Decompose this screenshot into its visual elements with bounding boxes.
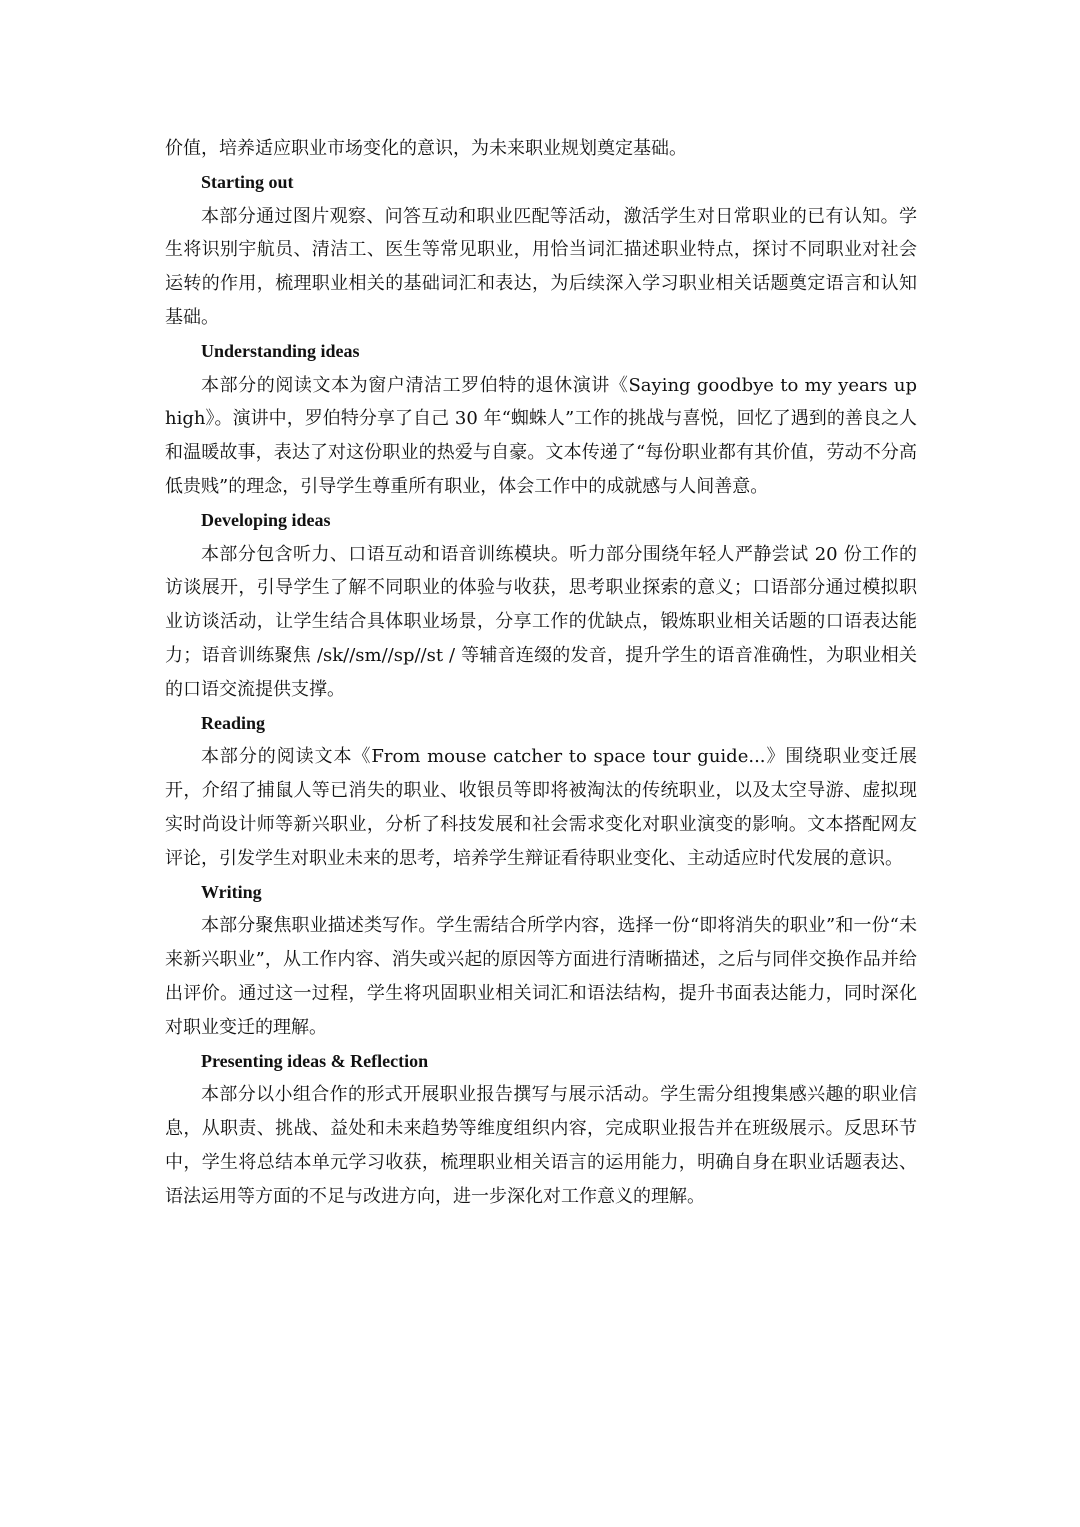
document-page <box>165 132 917 1214</box>
section-body: 本部分的阅读文本《From mouse catcher to space tour guide...》围绕职业变迁展开，介绍了捕鼠人等已消失的职业、收银员等即将被淘汰的传统职业，以及太空导游、虚拟现实时尚设计师等新兴职业，分析了科技发展和社会需求变化对职业演变的影响。文本搭配网友评论，引发学生对职业未来的思考，培养学生辩证看待职业变化、主动适应时代发展的意识。 <box>165 746 917 869</box>
intro-paragraph-tail: 价值，培养适应职业市场变化的意识，为未来职业规划奠定基础。 <box>165 138 687 159</box>
section-understanding-ideas <box>165 335 917 504</box>
section-body: 本部分包含听力、口语互动和语音训练模块。听力部分围绕年轻人严静尝试 20 份工作的访谈展开，引导学生了解不同职业的体验与收获，思考职业探索的意义；口语部分通过模拟职业访谈活动，让学生结合具体职业场景，分享工作的优缺点，锻炼职业相关话题的口语表达能力；语音训练聚焦 /sk//sm//sp//st / 等辅音连缀的发音，提升学生的语音准确性，为职业相关的口语交流提供支撑。 <box>165 543 917 700</box>
section-developing-ideas <box>165 504 917 707</box>
section-writing <box>165 876 917 1045</box>
section-heading: Writing <box>201 881 262 902</box>
section-body: 本部分聚焦职业描述类写作。学生需结合所学内容，选择一份“即将消失的职业”和一份“未来新兴职业”，从工作内容、消失或兴起的原因等方面进行清晰描述，之后与同伴交换作品并给出评价。通过这一过程，学生将巩固职业相关词汇和语法结构，提升书面表达能力，同时深化对职业变迁的理解。 <box>165 915 917 1038</box>
section-starting-out <box>165 166 917 335</box>
section-body: 本部分通过图片观察、问答互动和职业匹配等活动，激活学生对日常职业的已有认知。学生将识别宇航员、清洁工、医生等常见职业，用恰当词汇描述职业特点，探讨不同职业对社会运转的作用，梳理职业相关的基础词汇和表达，为后续深入学习职业相关话题奠定语言和认知基础。 <box>165 205 917 328</box>
section-reading <box>165 707 917 876</box>
section-heading: Reading <box>201 712 266 733</box>
section-body: 本部分的阅读文本为窗户清洁工罗伯特的退休演讲《Saying goodbye to my years up high》。演讲中，罗伯特分享了自己 30 年“蜘蛛人”工作的挑战与喜悦，回忆了遇到的善良之人和温暖故事，表达了对这份职业的热爱与自豪。文本传递了“每份职业都有其价值，劳动不分高低贵贱”的理念，引导学生尊重所有职业，体会工作中的成就感与人间善意。 <box>165 374 917 497</box>
section-heading: Starting out <box>201 171 294 192</box>
section-heading: Developing ideas <box>201 509 331 530</box>
section-heading: Presenting ideas & Reflection <box>201 1050 429 1071</box>
section-body: 本部分以小组合作的形式开展职业报告撰写与展示活动。学生需分组搜集感兴趣的职业信息，从职责、挑战、益处和未来趋势等维度组织内容，完成职业报告并在班级展示。反思环节中，学生将总结本单元学习收获，梳理职业相关语言的运用能力，明确自身在职业话题表达、语法运用等方面的不足与改进方向，进一步深化对工作意义的理解。 <box>165 1084 917 1207</box>
section-heading: Understanding ideas <box>201 340 360 361</box>
section-presenting-ideas-reflection <box>165 1045 917 1214</box>
